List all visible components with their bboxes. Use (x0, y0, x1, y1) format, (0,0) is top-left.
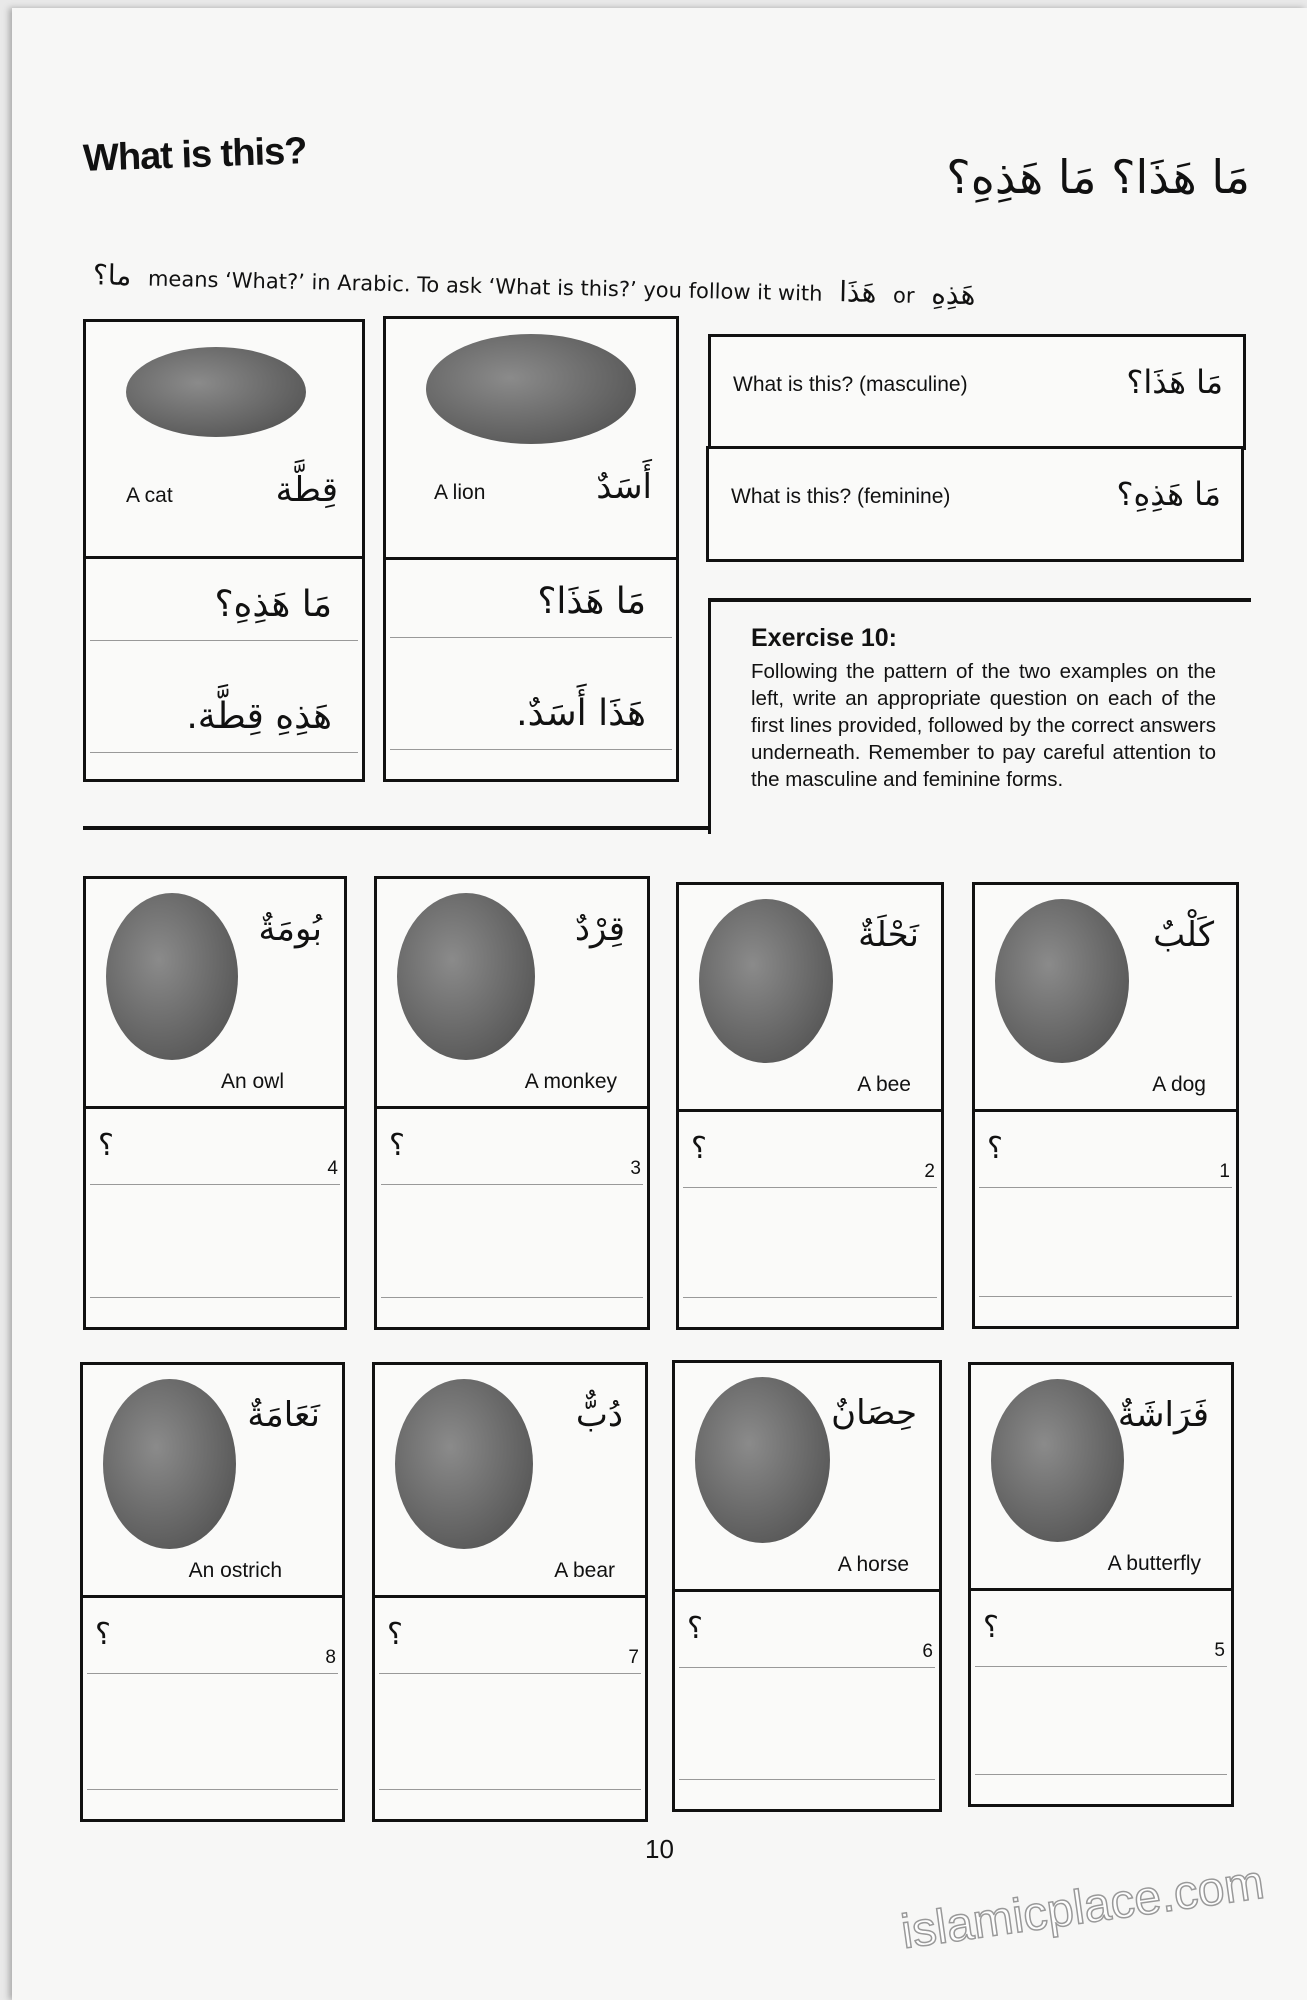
example-answer: هَذِهِ قِطَّة. (186, 696, 332, 737)
feminine-arabic: مَا هَذِهِ؟ (1116, 475, 1221, 513)
card-number: 1 (1219, 1161, 1230, 1182)
answer-line[interactable] (90, 1297, 340, 1298)
answer-line[interactable] (683, 1297, 937, 1298)
example-card-cat (83, 319, 365, 782)
card-english: A bee (857, 1073, 911, 1096)
page-title: What is this? (82, 130, 308, 180)
question-line[interactable] (87, 1673, 338, 1674)
question-line[interactable] (90, 1184, 340, 1185)
card-number: 2 (924, 1161, 935, 1182)
card-arabic: حِصَانٌ (831, 1393, 917, 1433)
writing-line (90, 752, 358, 753)
writing-line (390, 749, 672, 750)
question-line[interactable] (683, 1187, 937, 1188)
lion-illustration (426, 334, 636, 444)
exercise-card-ostrich (80, 1362, 345, 1822)
question-mark: ؟ (98, 1128, 114, 1163)
owl-illustration (106, 893, 238, 1060)
card-arabic: قِرْدٌ (574, 909, 625, 949)
example-english: A cat (126, 484, 173, 507)
example-card-lion (383, 316, 679, 782)
card-english: An ostrich (188, 1559, 282, 1582)
butterfly-illustration (991, 1379, 1124, 1542)
arabic-title: مَا هَذَا؟ مَا هَذِهِ؟ (946, 150, 1250, 204)
question-mark: ؟ (95, 1617, 111, 1652)
exercise-card-horse (672, 1360, 942, 1812)
exercise-instructions: Following the pattern of the two examples on the left, write an appropriate question on each of the first lines provided, followed by the correct answers underneath. Remember to pay careful attention to the masculine and feminine forms. (751, 660, 1216, 791)
monkey-illustration (397, 893, 535, 1060)
card-number: 5 (1214, 1640, 1225, 1661)
exercise-card-dog (972, 882, 1239, 1329)
example-arabic: قِطَّة (275, 470, 338, 510)
answer-line[interactable] (975, 1774, 1227, 1775)
masculine-box (708, 334, 1246, 450)
question-line[interactable] (979, 1187, 1232, 1188)
intro-hadha: هَذَا (838, 275, 877, 310)
card-english: A bear (554, 1559, 615, 1582)
intro-ma: ما؟ (92, 258, 132, 293)
exercise-heading: Exercise 10: (751, 624, 897, 652)
intro-hadhihi: هَذِهِ (930, 277, 976, 312)
card-number: 8 (325, 1647, 336, 1668)
feminine-box (706, 446, 1244, 562)
writing-line (390, 637, 672, 638)
masculine-label: What is this? (masculine) (733, 373, 968, 396)
example-question: مَا هَذِهِ؟ (214, 584, 332, 625)
masculine-arabic: مَا هَذَا؟ (1126, 363, 1223, 401)
example-arabic: أَسَدٌ (596, 467, 652, 507)
example-english: A lion (434, 481, 486, 504)
card-arabic: بُومَةٌ (258, 909, 322, 949)
feminine-label: What is this? (feminine) (731, 485, 951, 508)
answer-line[interactable] (979, 1296, 1232, 1297)
question-mark: ؟ (983, 1610, 999, 1645)
example-answer: هَذَا أَسَدٌ. (516, 693, 646, 734)
writing-line (90, 640, 358, 641)
exercise-card-owl (83, 876, 347, 1330)
question-line[interactable] (381, 1184, 643, 1185)
question-mark: ؟ (687, 1611, 703, 1646)
card-number: 4 (327, 1158, 338, 1179)
intro-sentence: means ‘What?’ in Arabic. To ask ‘What is this?’ you follow it with (147, 266, 823, 306)
card-arabic: كَلْبٌ (1153, 915, 1214, 955)
card-arabic: فَرَاشَةٌ (1117, 1395, 1209, 1435)
card-arabic: دُبٌّ (575, 1395, 623, 1435)
divider-line (83, 826, 711, 830)
question-mark: ؟ (987, 1131, 1003, 1166)
card-number: 6 (922, 1641, 933, 1662)
exercise-card-bear (372, 1362, 648, 1822)
exercise-card-bee (676, 882, 944, 1330)
card-arabic: نَحْلَةٌ (858, 915, 919, 955)
card-english: An owl (220, 1070, 284, 1093)
question-line[interactable] (379, 1673, 641, 1674)
dog-illustration (995, 899, 1129, 1063)
cat-illustration (126, 347, 306, 437)
horse-illustration (695, 1377, 830, 1543)
exercise-card-monkey (374, 876, 650, 1330)
question-mark: ؟ (691, 1131, 707, 1166)
page-number: 10 (645, 1834, 674, 1864)
card-arabic: نَعَامَةٌ (247, 1395, 320, 1435)
watermark: islamicplace.com (898, 1855, 1268, 1960)
answer-line[interactable] (87, 1789, 338, 1790)
question-mark: ؟ (389, 1128, 405, 1163)
card-english: A horse (837, 1553, 909, 1576)
bear-illustration (395, 1379, 533, 1549)
example-question: مَا هَذَا؟ (537, 581, 646, 622)
card-english: A dog (1152, 1073, 1206, 1096)
answer-line[interactable] (381, 1297, 643, 1298)
answer-line[interactable] (379, 1789, 641, 1790)
card-english: A butterfly (1107, 1552, 1201, 1575)
card-number: 3 (630, 1158, 641, 1179)
question-mark: ؟ (387, 1617, 403, 1652)
bee-illustration (699, 899, 833, 1063)
question-line[interactable] (679, 1667, 935, 1668)
answer-line[interactable] (679, 1779, 935, 1780)
intro-or: or (892, 283, 915, 308)
exercise-box (708, 598, 1251, 834)
exercise-card-butterfly (968, 1362, 1234, 1807)
lion-picture (386, 319, 676, 560)
question-line[interactable] (975, 1666, 1227, 1667)
ostrich-illustration (103, 1379, 236, 1549)
card-english: A monkey (524, 1070, 617, 1093)
cat-picture (86, 322, 362, 559)
card-number: 7 (628, 1647, 639, 1668)
